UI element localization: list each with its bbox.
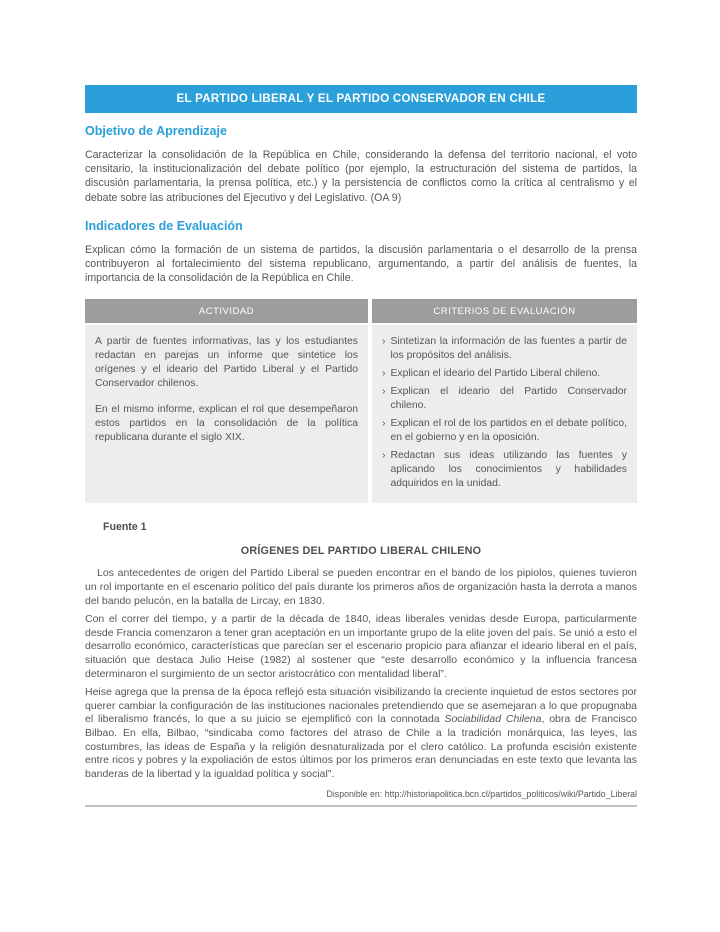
indicadores-text: Explican cómo la formación de un sistema de partidos, la discusión parlamentaria o el desarrollo de la prensa contribuyeron al fortalecimiento del sistema republicano, argumentando, a partir del análisis de fuentes, la importancia de la consolidación de la República en Chile. [85, 243, 637, 285]
activity-criteria-table [85, 299, 637, 503]
objetivo-text: Caracterizar la consolidación de la República en Chile, considerando la defensa del territorio nacional, el voto censitario, la institucionalización del debate político (por ejemplo, la estructuración del sistema de partidos, la discusión parlamentaria, la prensa política, etc.) y la persistencia de conflictos como la crítica al centralismo y el debate sobre las atribuciones del Ejecutivo y del Legislativo. (OA 9) [85, 149, 637, 204]
table-body-row [85, 325, 637, 503]
fuente-paragraph-3 [85, 686, 637, 781]
criteria-item-text: Sintetizan la información de las fuentes a partir de los propósitos del análisis. [390, 336, 627, 362]
fuente-paragraph-3-text: Heise agrega que la prensa de la época reflejó esta situación visibilizando la creciente inquietud de estos sectores por querer cambiar la configuración de las instituciones nacionales pretendiendo que se asemejaran a lo que propugnaba el liberalismo francés, lo que a su juicio se ejemplificó con la connotada [85, 686, 637, 726]
criteria-item [382, 335, 627, 363]
activity-paragraph-1: A partir de fuentes informativas, las y los estudiantes redactan en parejas un informe que sintetice los orígenes y el ideario del Partido Liberal y el Partido Conservador chilenos. [95, 336, 358, 390]
criteria-item [382, 385, 627, 413]
fuente-paragraph-2: Con el correr del tiempo, y a partir de la década de 1840, ideas liberales venidas desde Europa, particularmente desde Francia comenzaron a tener gran aceptación en un importante grupo de la elite joven del país. Se unió a esto el desarrollo económico, características que parecían ser el escenario propicio para afianzar el ideario liberal en el país, situación que destaca Julio Heise (1982) al sostener que “este desarrollo económico y la influencia francesa determinaron el surgimiento de un sector aristocrático con mentalidad liberal”. [85, 613, 637, 680]
source-link[interactable]: Disponible en: http://historiapolitica.bcn.cl/partidos_politicos/wiki/Partido_Liberal [326, 789, 637, 800]
criteria-cell [372, 325, 637, 503]
bullet-glyph: › [382, 418, 386, 430]
criteria-item-text: Explican el ideario del Partido Conservador chileno. [390, 386, 627, 412]
fuente-label: Fuente 1 [103, 521, 147, 534]
criteria-item [382, 449, 627, 491]
document-title: EL PARTIDO LIBERAL Y EL PARTIDO CONSERVADOR EN CHILE [176, 93, 546, 105]
bullet-glyph: › [382, 368, 386, 380]
bullet-glyph: › [382, 336, 386, 348]
table-header-actividad: ACTIVIDAD [85, 299, 368, 323]
criteria-item [382, 367, 627, 381]
criteria-item-text: Redactan sus ideas utilizando las fuentes y aplicando los conocimientos y habilidades adquiridos en la unidad. [390, 450, 627, 490]
bullet-glyph: › [382, 386, 386, 398]
fuente-paragraph-3-italic: Sociabilidad Chilena [444, 713, 542, 726]
fuente-title: ORÍGENES DEL PARTIDO LIBERAL CHILENO [240, 545, 482, 558]
bullet-glyph: › [382, 450, 386, 462]
document-content [85, 85, 637, 807]
footer-divider [85, 805, 637, 807]
indicadores-heading: Indicadores de Evaluación [85, 218, 243, 233]
fuente-paragraph-3-text: , obra de Francisco Bilbao. En ella, Bilbao, “sindicaba como factores del atraso de Chile a la tradición monárquica, las leyes, las costumbres, las ideas de España y la religión desnaturalizada por el clero católico. La profunda escisión existente entre ricos y pobres y la expoliación de estos últimos por los primeros eran denunciadas en este texto que levanta las banderas de la libertad y la igualdad política y social”. [85, 713, 637, 780]
objetivo-heading: Objetivo de Aprendizaje [85, 124, 227, 138]
criteria-item-text: Explican el ideario del Partido Liberal chileno. [390, 368, 601, 380]
criteria-item [382, 417, 627, 445]
table-header-row [85, 299, 637, 323]
activity-cell [85, 325, 368, 503]
fuente-paragraph-1: Los antecedentes de origen del Partido Liberal se pueden encontrar en el bando de los pipiolos, quienes tuvieron un rol importante en el escenario político del país durante los primeros años de organización hasta la derrota a manos del bando pelucón, en la batalla de Lircay, en 1830. [85, 567, 637, 607]
criteria-item-text: Explican el rol de los partidos en el debate político, en el gobierno y en la oposición. [390, 418, 627, 444]
table-header-criterios: CRITERIOS DE EVALUACIÓN [372, 299, 637, 323]
activity-paragraph-2: En el mismo informe, explican el rol que desempeñaron estos partidos en la consolidación de la política republicana durante el siglo XIX. [95, 404, 358, 444]
document-title-bar [85, 85, 637, 113]
